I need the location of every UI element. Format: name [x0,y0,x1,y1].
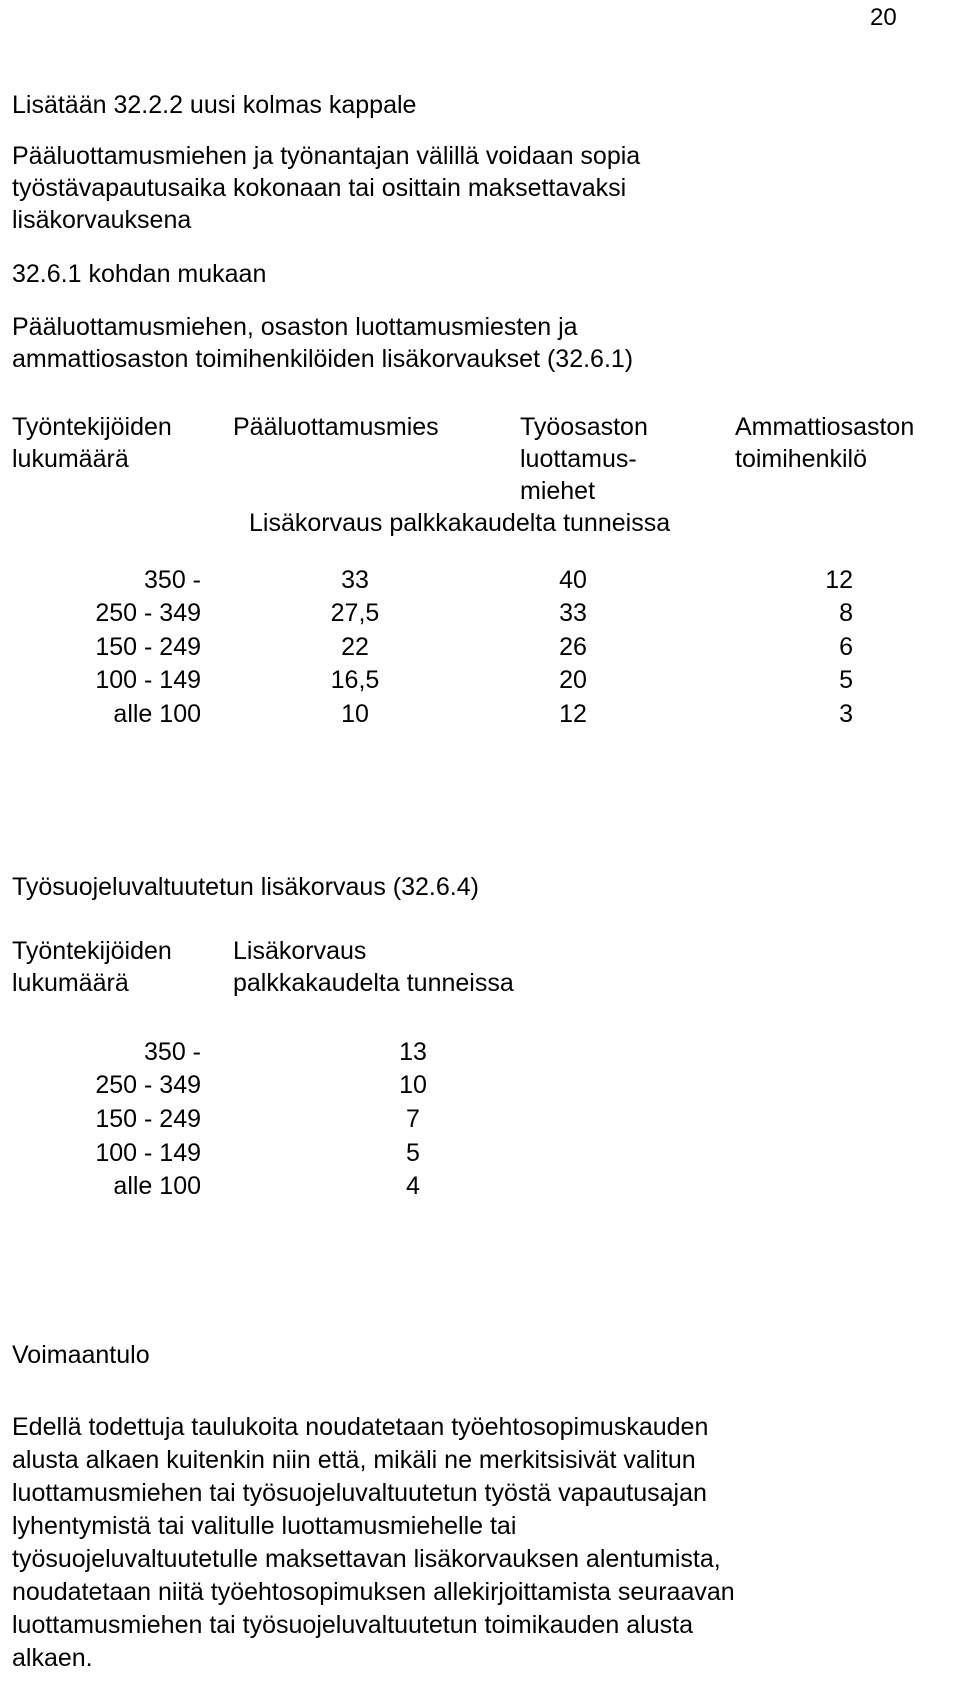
table-cell: 5 [406,1139,420,1167]
table-cell: 7 [406,1105,420,1133]
table-cell: 3 [839,700,853,728]
table1-header-col3-line: luottamus- [520,445,637,473]
section2-title-line: Pääluottamusmiehen, osaston luottamusmiesten ja [12,313,578,341]
table2-header-col1-line: Työntekijöiden [12,937,172,965]
table1-header-col3-line: Työosaston [520,413,648,441]
table-cell: 13 [399,1038,427,1066]
section1-heading: Lisätään 32.2.2 uusi kolmas kappale [12,91,417,119]
table-cell: 150 - 249 [95,1105,201,1133]
section4-heading: Voimaantulo [12,1341,150,1369]
table-cell: alle 100 [113,700,201,728]
section4-line: lyhentymistä tai valitulle luottamusmiehelle tai [12,1512,517,1540]
table-cell: 20 [559,666,587,694]
section1-line: työstävapautusaika kokonaan tai osittain maksettavaksi [12,174,627,202]
page-number: 20 [870,4,897,31]
table-cell: 150 - 249 [95,633,201,661]
section4-line: noudatetaan niitä työehtosopimuksen allekirjoittamista seuraavan [12,1578,735,1606]
table-cell: 100 - 149 [95,666,201,694]
table-cell: 26 [559,633,587,661]
table-cell: 250 - 349 [95,1071,201,1099]
section1-line: lisäkorvauksena [12,206,192,234]
table-cell: 10 [399,1071,427,1099]
section4-line: luottamusmiehen tai työsuojeluvaltuutetun työstä vapautusajan [12,1479,707,1507]
table1-header-col1-line: Työntekijöiden [12,413,172,441]
table1-header-col4-line: toimihenkilö [735,445,868,473]
table-cell: 12 [825,566,853,594]
table1-header-col3-line: miehet [520,477,596,505]
table-cell: 6 [839,633,853,661]
table-cell: 8 [839,599,853,627]
section4-line: Edellä todettuja taulukoita noudatetaan työehtosopimuskauden [12,1413,709,1441]
table-cell: 100 - 149 [95,1139,201,1167]
table1-subheader: Lisäkorvaus palkkakaudelta tunneissa [249,509,671,537]
table1-header-col2: Pääluottamusmies [233,413,439,441]
table1-header-col4-line: Ammattiosaston [735,413,915,441]
table-cell: 27,5 [330,599,380,627]
section4-line: alusta alkaen kuitenkin niin että, mikäli ne merkitsisivät valitun [12,1446,696,1474]
table2-header-col2-line: palkkakaudelta tunneissa [233,969,514,997]
section1-line: Pääluottamusmiehen ja työnantajan välillä voidaan sopia [12,142,641,170]
table2-header-col1-line: lukumäärä [12,969,129,997]
section2-heading: 32.6.1 kohdan mukaan [12,260,267,288]
table-cell: 33 [559,599,587,627]
table-cell: 10 [341,700,369,728]
table-cell: 350 - [144,1038,201,1066]
table-cell: 33 [341,566,369,594]
table-cell: 250 - 349 [95,599,201,627]
section4-line: alkaen. [12,1644,93,1672]
section4-line: työsuojeluvaltuutetulle maksettavan lisäkorvauksen alentumista, [12,1545,721,1573]
table1-header-col1-line: lukumäärä [12,445,129,473]
table-cell: 4 [406,1172,420,1200]
section3-title: Työsuojeluvaltuutetun lisäkorvaus (32.6.4) [12,873,479,901]
table-cell: 16,5 [330,666,380,694]
table-cell: 12 [559,700,587,728]
section2-title-line: ammattiosaston toimihenkilöiden lisäkorvaukset (32.6.1) [12,345,634,373]
section4-line: luottamusmiehen tai työsuojeluvaltuutetun toimikauden alusta [12,1611,693,1639]
table-cell: 350 - [144,566,201,594]
table-cell: 5 [839,666,853,694]
table-cell: 22 [341,633,369,661]
table-cell: alle 100 [113,1172,201,1200]
table-cell: 40 [559,566,587,594]
table2-header-col2-line: Lisäkorvaus [233,937,367,965]
